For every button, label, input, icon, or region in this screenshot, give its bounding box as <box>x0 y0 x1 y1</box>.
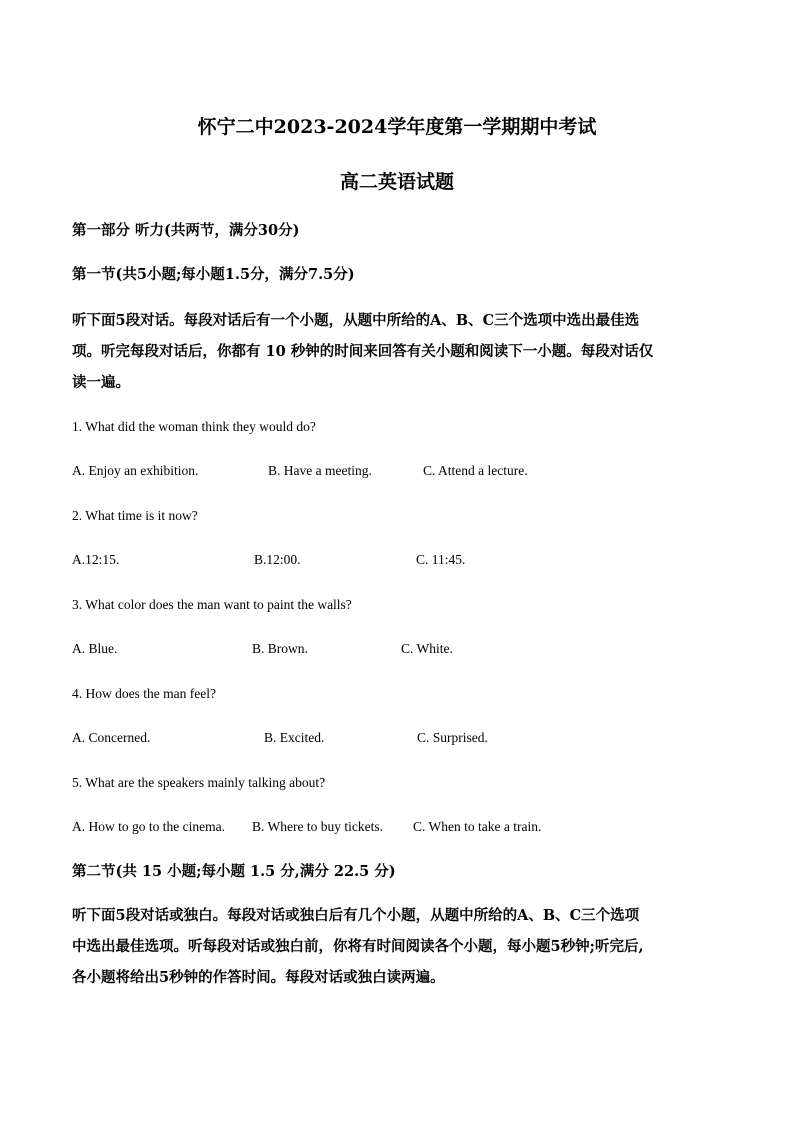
question-3-option-c: C. White. <box>401 641 453 656</box>
section2-heading: 第二节(共 15 小题;每小题 1.5 分,满分 22.5 分) <box>72 863 396 880</box>
question-4-option-b: B. Excited. <box>264 730 325 745</box>
question-4-option-a: A. Concerned. <box>72 730 151 745</box>
instruction-line: 中选出最佳选项。听每段对话或独白前，你将有时间阅读各个小题，每小题5秒钟;听完后, <box>72 938 644 955</box>
question-1: 1. What did the woman think they would do? <box>72 419 316 434</box>
question-2-option-a: A.12:15. <box>72 552 120 567</box>
question-3-option-b: B. Brown. <box>252 641 308 656</box>
instruction-line: 听下面5段对话或独白。每段对话或独白后有几个小题，从题中所给的A、B、C三个选项 <box>72 907 640 924</box>
question-1-option-b: B. Have a meeting. <box>268 463 372 478</box>
question-5-option-b: B. Where to buy tickets. <box>252 819 383 834</box>
exam-subtitle: 高二英语试题 <box>339 171 454 193</box>
question-2: 2. What time is it now? <box>72 508 198 523</box>
question-5-option-c: C. When to take a train. <box>413 819 542 834</box>
question-2-option-c: C. 11:45. <box>416 552 466 567</box>
question-2-option-b: B.12:00. <box>254 552 301 567</box>
question-5-option-a: A. How to go to the cinema. <box>72 819 225 834</box>
exam-title: 怀宁二中2023-2024学年度第一学期期中考试 <box>197 116 597 138</box>
instruction-line: 读一遍。 <box>72 374 130 391</box>
part1-heading: 第一部分 听力(共两节，满分30分) <box>72 222 300 239</box>
question-3: 3. What color does the man want to paint the walls? <box>72 597 352 612</box>
section1-instructions <box>72 305 722 398</box>
question-1-option-a: A. Enjoy an exhibition. <box>72 463 199 478</box>
instruction-line: 项。听完每段对话后，你都有 10 秒钟的时间来回答有关小题和阅读下一小题。每段对话仅 <box>72 343 654 360</box>
question-4: 4. How does the man feel? <box>72 686 216 701</box>
instruction-line: 各小题将给出5秒钟的作答时间。每段对话或独白读两遍。 <box>72 969 445 986</box>
section1-heading: 第一节(共5小题;每小题1.5分，满分7.5分) <box>72 266 355 283</box>
question-1-option-c: C. Attend a lecture. <box>423 463 528 478</box>
question-4-option-c: C. Surprised. <box>417 730 488 745</box>
question-3-option-a: A. Blue. <box>72 641 118 656</box>
instruction-line: 听下面5段对话。每段对话后有一个小题，从题中所给的A、B、C三个选项中选出最佳选 <box>72 312 640 329</box>
question-5: 5. What are the speakers mainly talking about? <box>72 775 326 790</box>
section2-instructions <box>72 900 722 993</box>
